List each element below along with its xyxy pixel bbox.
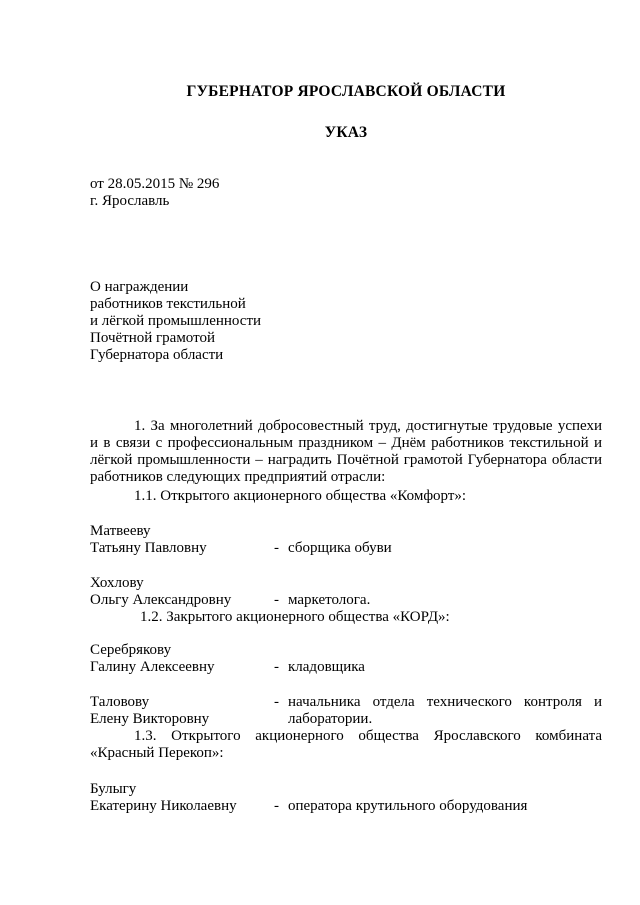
recipient-name: Елену Викторовну: [90, 711, 210, 727]
subject-line: О награждении: [90, 279, 189, 295]
section-1-2-heading: 1.2. Закрытого акционерного общества «КОРД»:: [140, 609, 450, 625]
paragraph-line: лёгкой промышленности – наградить Почётной грамотой Губернатора области: [90, 452, 602, 468]
dash-separator: -: [274, 694, 279, 710]
paragraph-line: и в связи с профессиональным праздником – Днём работников текстильной и: [90, 435, 602, 451]
document-meta: [90, 176, 219, 210]
subject-line: и лёгкой промышленности: [90, 313, 262, 329]
subject-line: Почётной грамотой: [90, 330, 215, 346]
recipient-name: Екатерину Николаевну: [90, 798, 237, 814]
dash-separator: -: [274, 659, 279, 675]
dash-separator: -: [274, 592, 279, 608]
recipient-position: маркетолога.: [288, 592, 371, 608]
authority-title: ГУБЕРНАТОР ЯРОСЛАВСКОЙ ОБЛАСТИ: [186, 83, 506, 100]
dash-separator: -: [274, 540, 279, 556]
recipient-name: Татьяну Павловну: [90, 540, 207, 556]
section-1-1-heading: 1.1. Открытого акционерного общества «Комфорт»:: [134, 488, 467, 504]
recipient-name: Ольгу Александровну: [90, 592, 232, 608]
recipient-position-line: начальника отдела технического контроля и: [288, 694, 602, 710]
subject-line: работников текстильной: [90, 296, 246, 312]
recipient-surname: Таловову: [90, 694, 150, 710]
main-paragraph: [90, 418, 602, 486]
recipient-position-line: лаборатории.: [288, 711, 373, 727]
recipient-surname: Серебрякову: [90, 642, 172, 658]
document-subject: [90, 279, 261, 364]
section-1-3-line: 1.3. Открытого акционерного общества Ярославского комбината: [134, 728, 602, 744]
paragraph-line: работников следующих предприятий отрасли:: [90, 469, 386, 485]
recipient-surname: Булыгу: [90, 781, 137, 797]
recipient-surname: Хохлову: [90, 575, 144, 591]
subject-line: Губернатора области: [90, 347, 224, 363]
section-1-3-heading: [90, 728, 602, 762]
date-number: от 28.05.2015 № 296: [90, 176, 220, 192]
recipient-position: оператора крутильного оборудования: [288, 798, 528, 814]
recipient-name: Галину Алексеевну: [90, 659, 215, 675]
recipient-position: сборщика обуви: [288, 540, 392, 556]
recipient-surname: Матвееву: [90, 523, 151, 539]
document-type: УКАЗ: [324, 124, 368, 141]
paragraph-line: 1. За многолетний добросовестный труд, достигнутые трудовые успехи: [134, 418, 602, 434]
city: г. Ярославль: [90, 193, 170, 209]
section-1-3-line: «Красный Перекоп»:: [90, 745, 224, 761]
recipient-position: кладовщика: [288, 659, 365, 675]
dash-separator: -: [274, 798, 279, 814]
